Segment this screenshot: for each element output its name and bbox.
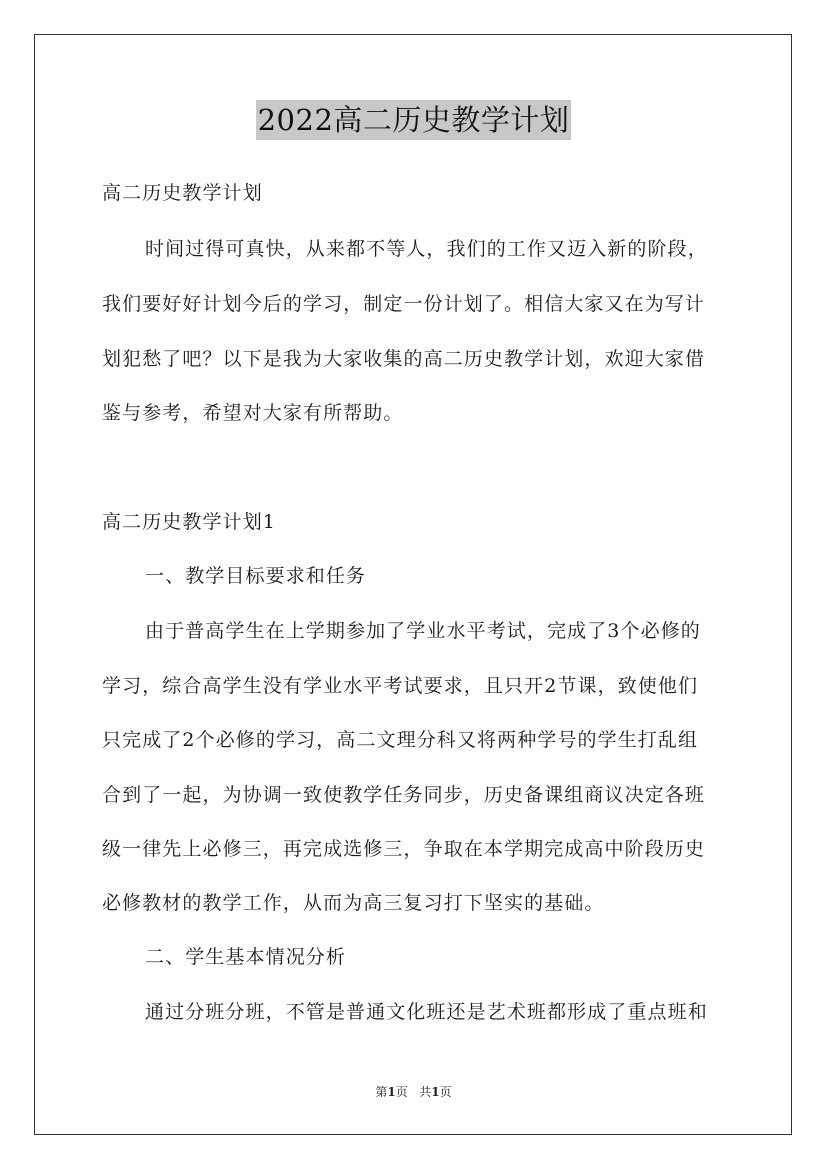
subsection-heading: 一、教学目标要求和任务 [145,565,367,587]
total-pages: 1 [431,1085,440,1099]
paragraph-line: 鉴与参考，希望对大家有所帮助。 [102,402,404,424]
total-suffix: 页 [439,1085,452,1099]
page-suffix: 页 [395,1085,408,1099]
paragraph-line: 级一律先上必修三，再完成选修三，争取在本学期完成高中阶段历史 [102,838,706,860]
total-prefix: 共 [419,1085,432,1099]
intro-heading: 高二历史教学计划 [102,182,263,204]
section-heading: 高二历史教学计划1 [102,511,276,533]
page-footer [0,1084,827,1100]
paragraph-line: 我们要好好计划今后的学习，制定一份计划了。相信大家又在为写计 [102,293,706,315]
page-prefix: 第 [375,1085,388,1099]
paragraph-line: 由于普高学生在上学期参加了学业水平考试，完成了3个必修的 [145,620,701,642]
paragraph-line: 时间过得可真快，从来都不等人，我们的工作又迈入新的阶段， [145,238,708,260]
paragraph-line: 必修教材的教学工作，从而为高三复习打下坚实的基础。 [102,892,605,914]
paragraph-line: 学习，综合高学生没有学业水平考试要求，且只开2节课，致使他们 [102,675,699,697]
document-title: 2022高二历史教学计划 [256,100,572,140]
paragraph-line: 只完成了2个必修的学习，高二文理分科又将两种学号的学生打乱组 [102,729,699,751]
title-container [0,100,827,140]
paragraph-line: 划犯愁了吧？以下是我为大家收集的高二历史教学计划，欢迎大家借 [102,348,706,370]
paragraph-line: 通过分班分班，不管是普通文化班还是艺术班都形成了重点班和 [145,1001,708,1023]
paragraph-line: 合到了一起，为协调一致使教学任务同步，历史备课组商议决定各班 [102,784,706,806]
page-number: 1 [387,1085,396,1099]
subsection-heading: 二、学生基本情况分析 [145,946,347,968]
